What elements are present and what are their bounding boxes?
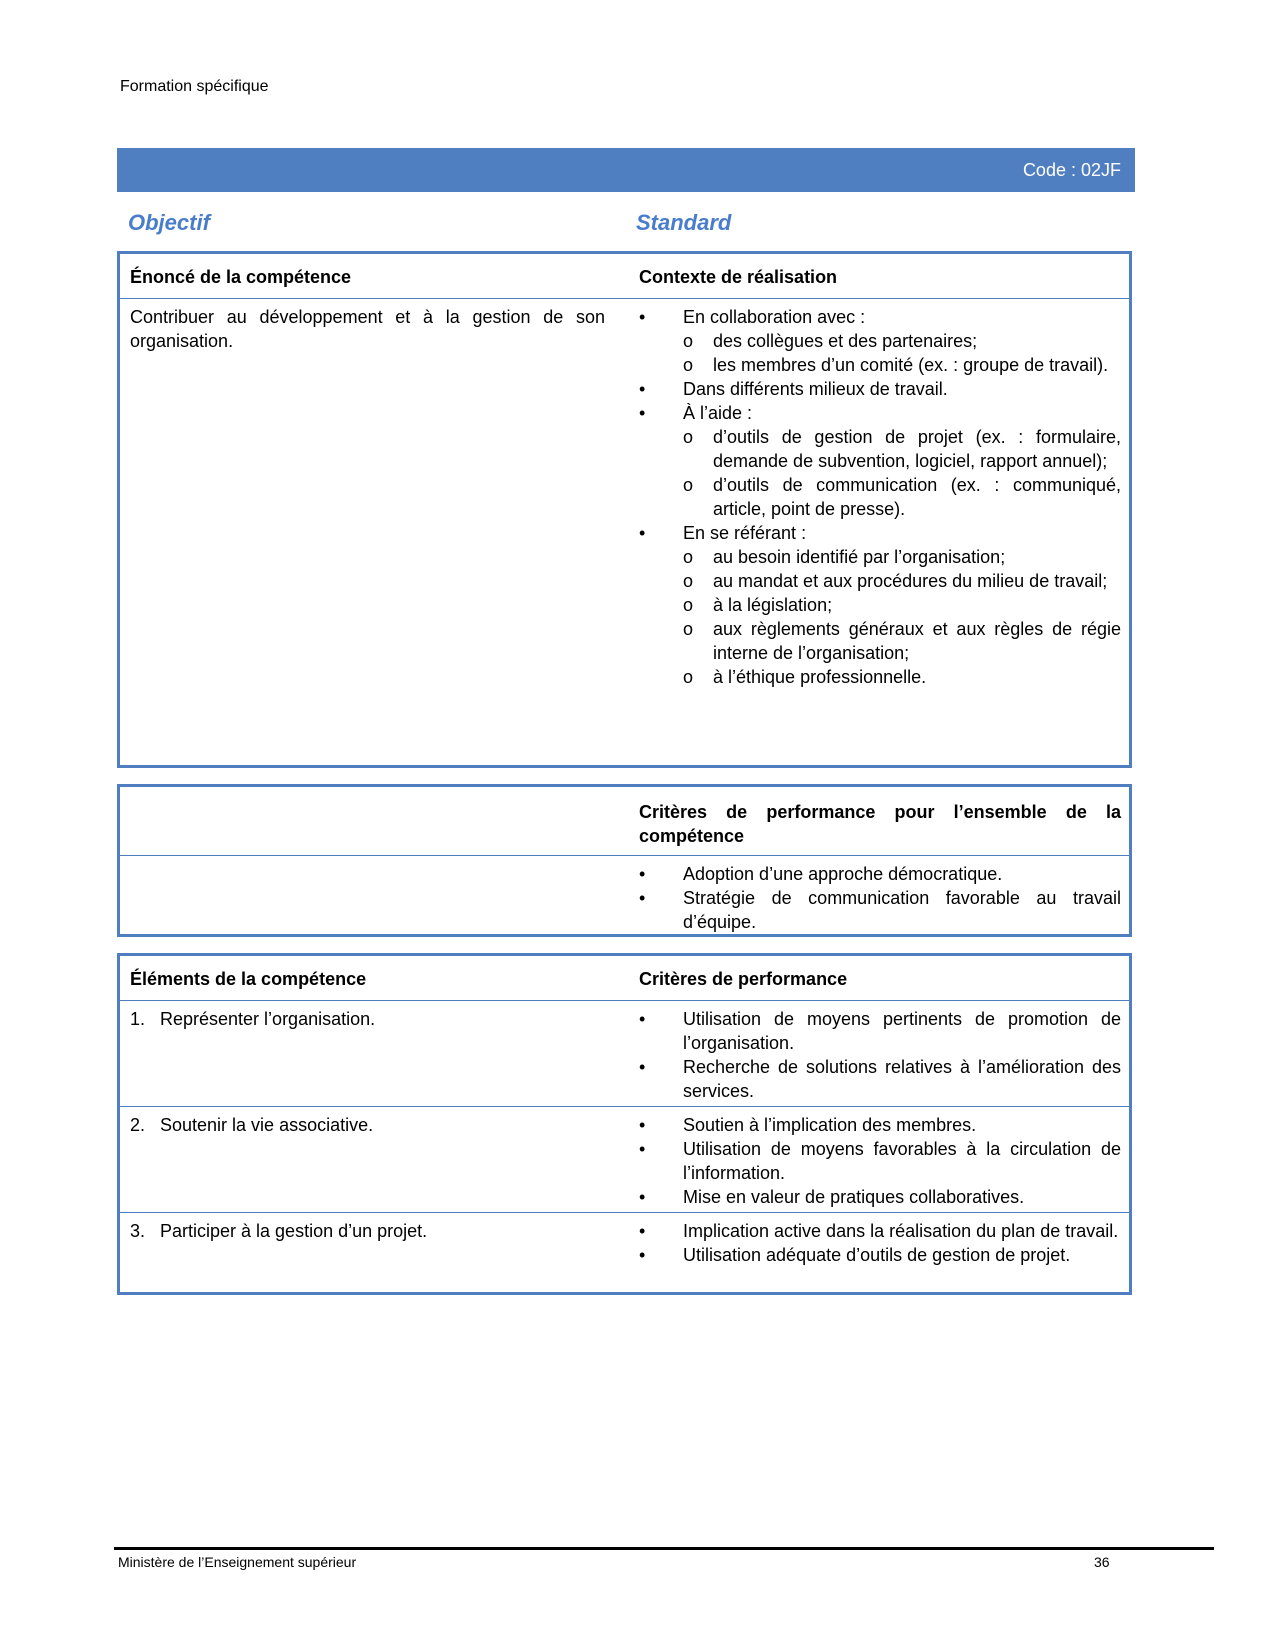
global-criteria-header: Critères de performance pour l’ensemble de la compétence	[639, 802, 1121, 846]
bullet-icon: •	[639, 403, 646, 423]
circle-bullet-icon: o	[683, 547, 694, 567]
bullet-icon: •	[639, 523, 646, 543]
list-item: • Adoption d’une approche démocratique.	[639, 864, 1003, 884]
circle-bullet-icon: o	[683, 595, 694, 615]
element-3: 3. Participer à la gestion d’un projet.	[130, 1221, 428, 1241]
list-item: • Recherche de solutions relatives à l’amélioration des services.	[639, 1057, 1121, 1101]
competence-header-row	[120, 254, 1129, 299]
list-item: o des collègues et des partenaires;	[683, 331, 978, 351]
list-item: • Soutien à l’implication des membres.	[639, 1115, 977, 1135]
list-item: • En se référant : o au besoin identifié par l’organisation; o au mandat et aux procédures du milieu de travail; o à la législation; o aux règlements généraux et aux règles de régie interne de l’organisation; o à l’éthique professionnelle.	[639, 523, 1121, 687]
circle-bullet-icon: o	[683, 571, 694, 591]
circle-bullet-icon: o	[683, 667, 694, 687]
bullet-icon: •	[639, 864, 646, 884]
footer-ministry: Ministère de l’Enseignement supérieur	[118, 1554, 357, 1570]
element-1: 1. Représenter l’organisation.	[130, 1009, 376, 1029]
bullet-icon: •	[639, 1187, 646, 1207]
list-item: o au besoin identifié par l’organisation;	[683, 547, 1006, 567]
list-item: • Implication active dans la réalisation du plan de travail.	[639, 1221, 1119, 1241]
table-row	[120, 1001, 1129, 1107]
footer-rule	[114, 1547, 1214, 1550]
list-item: o d’outils de communication (ex. : communiqué, article, point de presse).	[683, 475, 1121, 519]
list-item: • Stratégie de communication favorable au travail d’équipe.	[639, 888, 1121, 932]
program-code: Code : 02JF	[1022, 160, 1121, 180]
objective-label: Objectif	[128, 210, 210, 235]
bullet-icon: •	[639, 1009, 646, 1029]
bullet-icon: •	[639, 1139, 646, 1159]
running-header: Formation spécifique	[120, 78, 269, 95]
bullet-icon: •	[639, 1115, 646, 1135]
list-item: o à la législation;	[683, 595, 833, 615]
table-row	[120, 1213, 1129, 1293]
list-item: • Dans différents milieux de travail.	[639, 379, 948, 399]
criteria-list	[639, 1007, 1121, 1103]
elements-header-row	[120, 956, 1129, 1001]
bullet-icon: •	[639, 888, 646, 908]
circle-bullet-icon: o	[683, 427, 694, 447]
bullet-icon: •	[639, 379, 646, 399]
list-item: o au mandat et aux procédures du milieu de travail;	[683, 571, 1108, 591]
list-item: • À l’aide : o d’outils de gestion de projet (ex. : formulaire, demande de subvention, logiciel, rapport annuel); o d’outils de communication (ex. : communiqué, article, point de presse).	[639, 403, 1121, 519]
competence-statement: Contribuer au développement et à la gestion de son organisation.	[130, 307, 605, 351]
criteria-header: Critères de performance	[639, 969, 848, 989]
criteria-list	[639, 1219, 1121, 1267]
list-item: • Mise en valeur de pratiques collaboratives.	[639, 1187, 1025, 1207]
circle-bullet-icon: o	[683, 331, 694, 351]
bullet-icon: •	[639, 307, 646, 327]
competence-body-row	[120, 299, 1129, 765]
list-item: o aux règlements généraux et aux règles de régie interne de l’organisation;	[683, 619, 1121, 663]
list-item: • Utilisation adéquate d’outils de gestion de projet.	[639, 1245, 1071, 1265]
standard-label: Standard	[636, 210, 732, 235]
list-item: o les membres d’un comité (ex. : groupe de travail).	[683, 355, 1109, 375]
list-item: • Utilisation de moyens favorables à la circulation de l’information.	[639, 1139, 1121, 1183]
competence-table	[117, 251, 1132, 768]
circle-bullet-icon: o	[683, 475, 694, 495]
global-criteria-list	[639, 862, 1121, 934]
circle-bullet-icon: o	[683, 355, 694, 375]
bullet-icon: •	[639, 1245, 646, 1265]
table-row	[120, 1107, 1129, 1213]
bullet-icon: •	[639, 1057, 646, 1077]
global-criteria-body-row	[120, 856, 1129, 936]
context-header: Contexte de réalisation	[639, 267, 838, 287]
code-banner	[117, 148, 1135, 192]
list-item: • En collaboration avec : o des collègues et des partenaires; o les membres d’un comité (ex. : groupe de travail).	[639, 305, 1121, 377]
list-item: o d’outils de gestion de projet (ex. : formulaire, demande de subvention, logiciel, rapport annuel);	[683, 427, 1121, 471]
bullet-icon: •	[639, 1221, 646, 1241]
elements-header: Éléments de la compétence	[130, 969, 367, 989]
page-number: 36	[1094, 1554, 1110, 1570]
global-criteria-table	[117, 784, 1132, 937]
elements-table	[117, 953, 1132, 1295]
global-criteria-header-row	[120, 787, 1129, 856]
list-item: • Utilisation de moyens pertinents de promotion de l’organisation.	[639, 1009, 1121, 1053]
element-2: 2. Soutenir la vie associative.	[130, 1115, 374, 1135]
circle-bullet-icon: o	[683, 619, 694, 639]
criteria-list	[639, 1113, 1121, 1209]
competence-statement-header: Énoncé de la compétence	[130, 267, 352, 287]
list-item: o à l’éthique professionnelle.	[683, 667, 927, 687]
context-list	[639, 305, 1121, 689]
objective-standard-row	[128, 210, 1128, 238]
